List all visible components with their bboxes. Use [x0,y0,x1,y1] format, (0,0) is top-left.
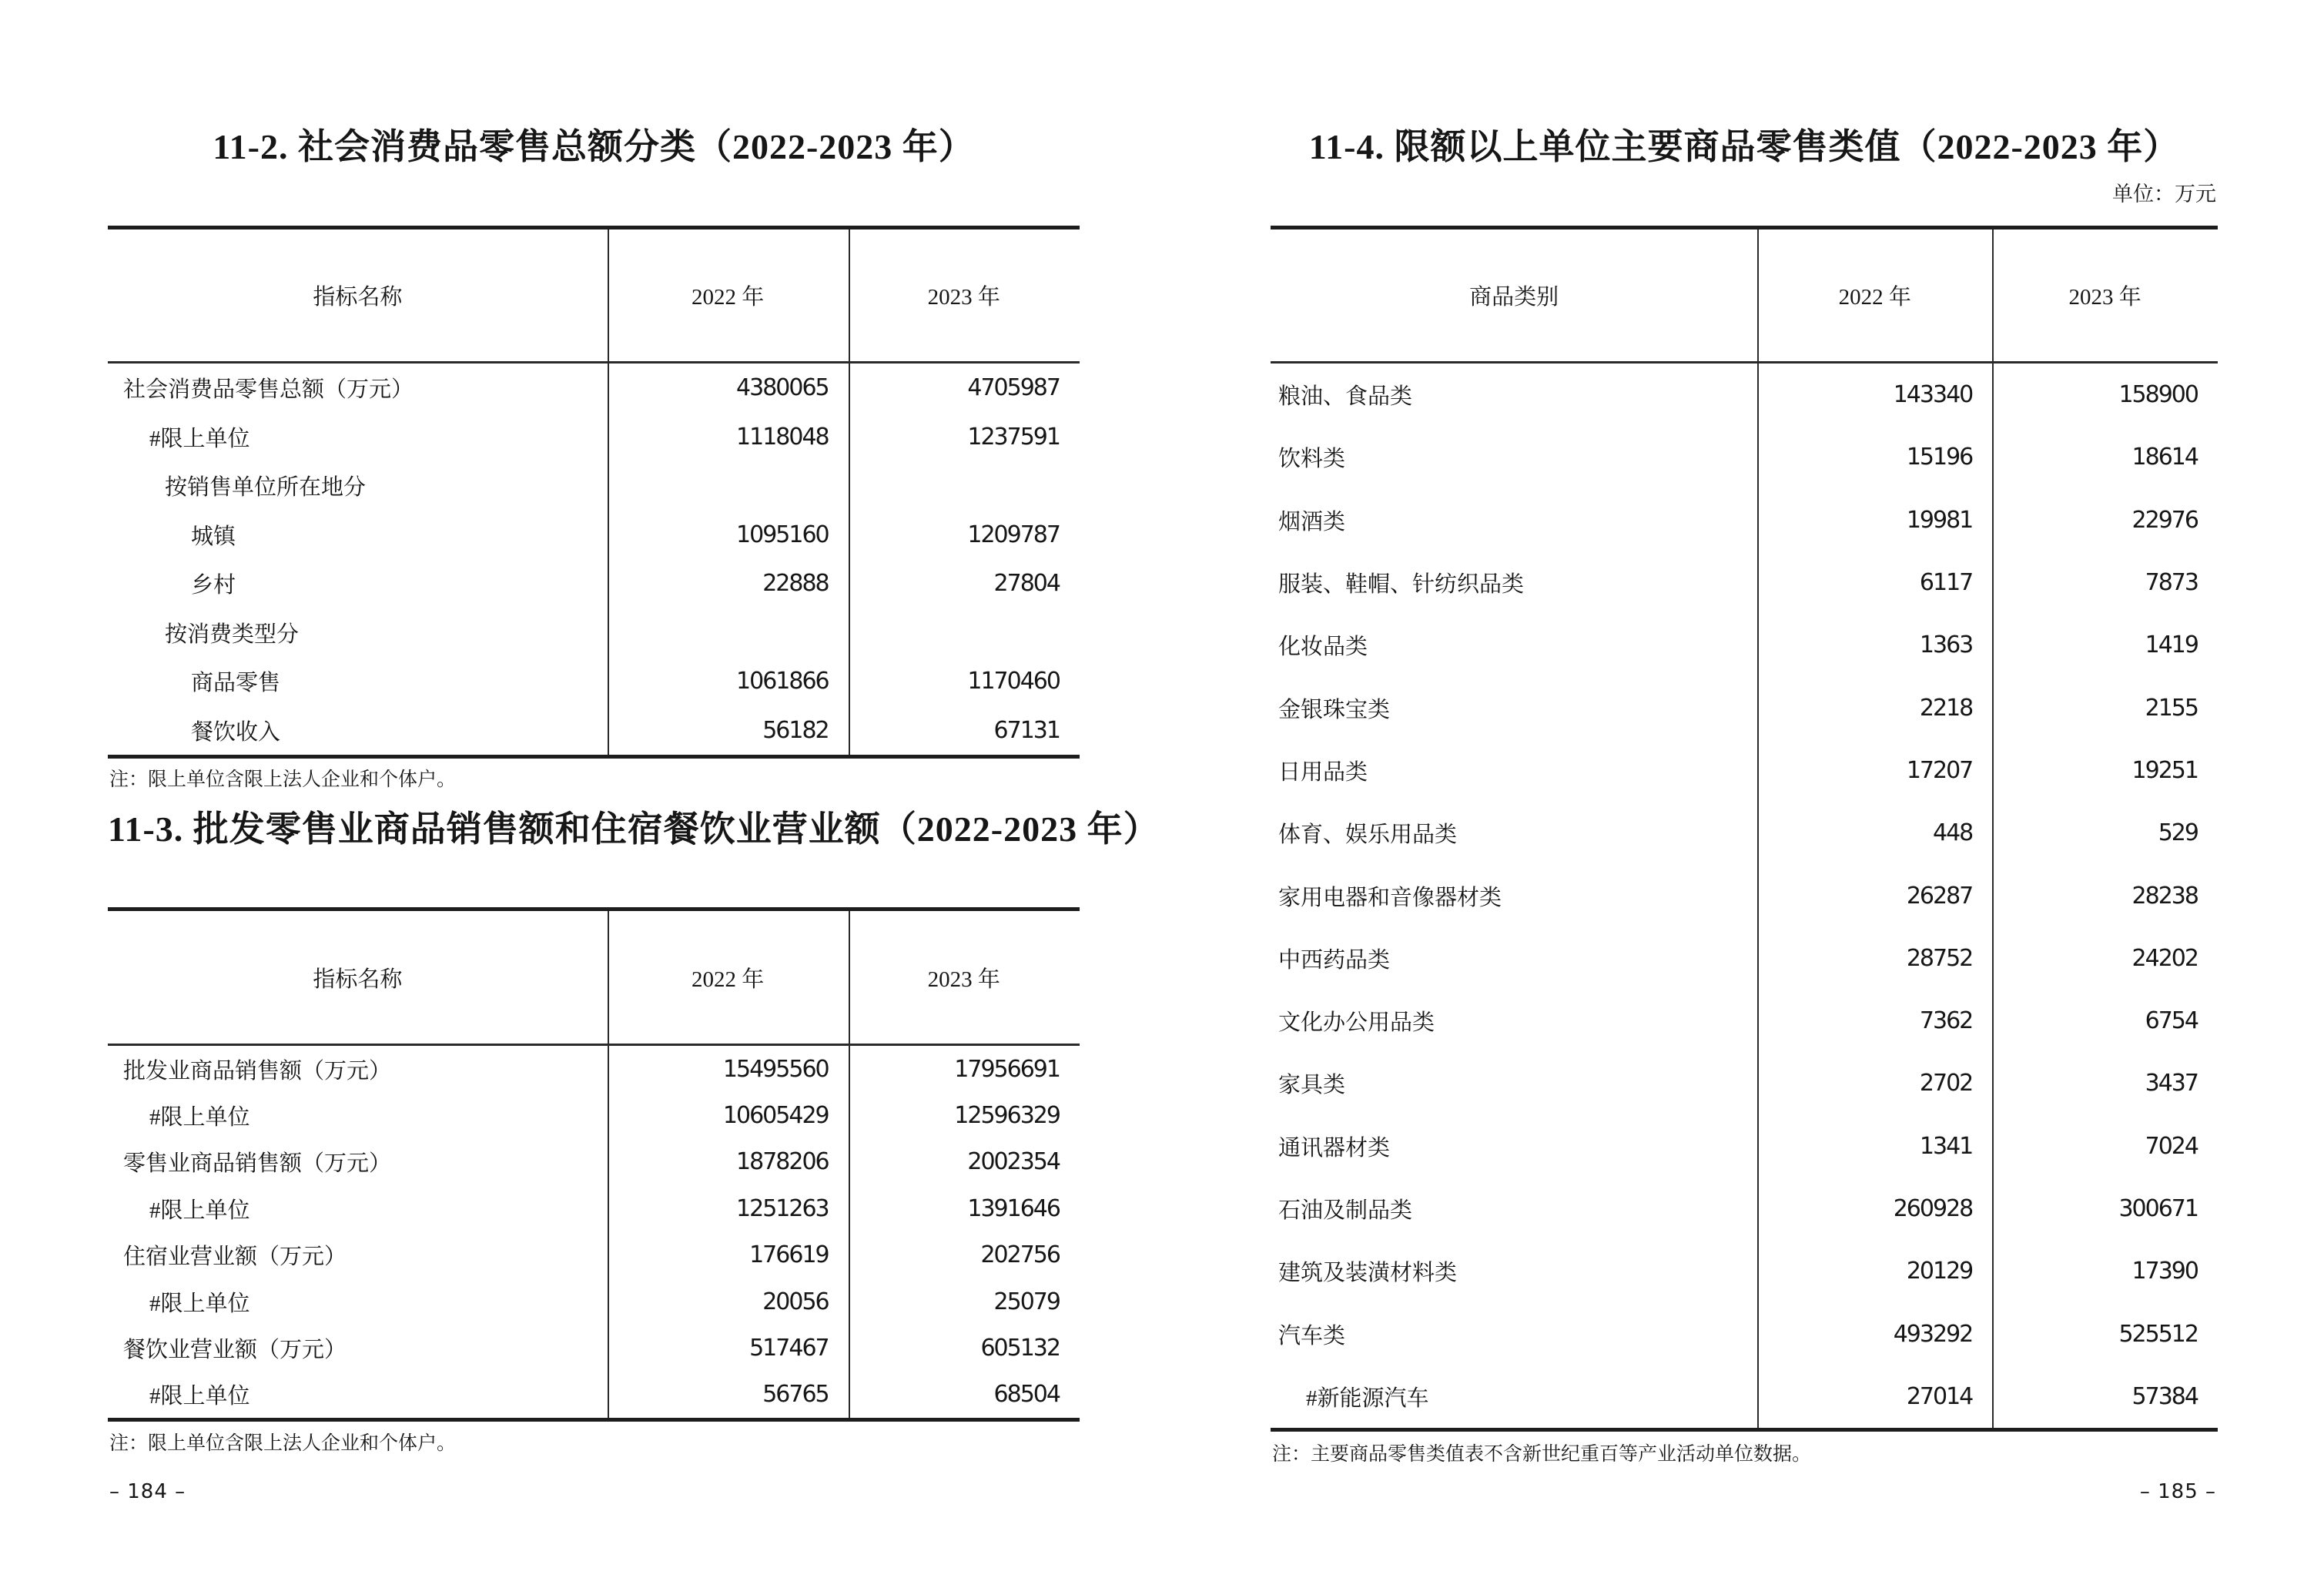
value-2022: 20129 [1906,1258,1973,1285]
row-label: 日用品类 [1278,759,1368,785]
value-2023: 27804 [993,570,1060,598]
value-2023: 7024 [2145,1132,2198,1160]
table-row [108,1232,1080,1278]
row-label: #限上单位 [149,426,250,451]
value-2022: 448 [1932,819,1973,847]
table-row [108,363,1080,413]
table-row [1271,363,2218,426]
table-11-4-title: 11-4. 限额以上单位主要商品零售类值（2022-2023 年） [1308,127,2180,166]
value-2022: 260928 [1893,1195,1973,1222]
value-2022: 22888 [762,570,829,598]
unit-label: 单位：万元 [2112,183,2216,206]
value-2023: 18614 [2131,444,2198,471]
page-number-right: – 185 – [2139,1480,2216,1503]
row-label: 文化办公用品类 [1278,1010,1435,1036]
value-2022: 517467 [749,1335,829,1362]
table-row [1271,1240,2218,1302]
column-divider [608,229,609,755]
table-row [108,1046,1080,1092]
value-2023: 300671 [2118,1195,2198,1222]
table-11-4-header [1271,229,2218,363]
value-2022: 1118048 [736,423,829,451]
table-11-4-note: 注：主要商品零售类值表不含新世纪重百等产业活动单位数据。 [1272,1444,1812,1465]
row-label: 烟酒类 [1278,509,1346,534]
row-label: 住宿业营业额（万元） [123,1245,347,1270]
row-label: #限上单位 [149,1384,250,1409]
value-2023: 67131 [993,716,1060,744]
value-2023: 525512 [2118,1320,2198,1348]
value-2022: 26287 [1906,882,1973,910]
value-2023: 4705987 [967,374,1060,402]
value-2023: 1391646 [967,1194,1060,1222]
row-label: 社会消费品零售总额（万元） [123,377,414,403]
row-label: 粮油、食品类 [1278,384,1413,410]
value-2022: 15495560 [722,1055,829,1083]
value-2022: 2702 [1919,1070,1973,1097]
table-11-3-note: 注：限上单位含限上法人企业和个体户。 [109,1433,457,1454]
row-label: 按销售单位所在地分 [165,475,367,501]
row-label: 服装、鞋帽、针纺织品类 [1278,572,1525,598]
table-row [108,706,1080,755]
value-2023: 1170460 [967,668,1060,695]
column-divider [849,229,850,755]
table-row [1271,927,2218,990]
column-header-2022: 2022 年 [692,285,765,310]
value-2022: 176619 [749,1241,829,1269]
value-2022: 6117 [1919,569,1973,597]
value-2023: 28238 [2131,882,2198,910]
table-row [108,1325,1080,1371]
table-row [1271,1302,2218,1365]
table-11-4 [1271,226,2218,1432]
value-2023: 68504 [993,1381,1060,1409]
value-2022: 56765 [762,1381,829,1409]
value-2022: 27014 [1906,1382,1973,1410]
row-label: 饮料类 [1278,447,1346,472]
table-11-3-header [108,911,1080,1046]
column-divider [1992,229,1994,1428]
column-divider [849,911,850,1418]
row-label: 零售业商品销售额（万元） [123,1151,392,1177]
table-11-2 [108,226,1080,759]
column-header-2023: 2023 年 [927,967,1000,992]
table-11-3-body [108,1046,1080,1418]
row-label: 家具类 [1278,1073,1346,1098]
table-row [108,1278,1080,1325]
value-2023: 6754 [2145,1007,2198,1035]
row-label: 金银珠宝类 [1278,697,1391,722]
row-label: #限上单位 [149,1291,250,1316]
table-row [108,1185,1080,1231]
table-row [1271,614,2218,676]
table-row [108,608,1080,658]
column-header-2022: 2022 年 [692,967,765,992]
value-2023: 7873 [2145,569,2198,597]
table-row [108,559,1080,608]
right-page [1271,0,2218,1588]
column-header-indicator: 指标名称 [313,285,403,310]
value-2023: 12596329 [954,1102,1060,1130]
value-2022: 15196 [1906,444,1973,471]
value-2023: 3437 [2145,1070,2198,1097]
value-2023: 1237591 [967,423,1060,451]
value-2022: 19981 [1906,506,1973,534]
table-row [108,511,1080,560]
table-row [1271,864,2218,926]
value-2022: 1363 [1919,632,1973,659]
column-header-2022: 2022 年 [1838,285,1911,310]
row-label: 建筑及装潢材料类 [1278,1261,1458,1286]
column-divider [1757,229,1759,1428]
value-2022: 28752 [1906,944,1973,972]
value-2022: 1095160 [736,521,829,548]
table-row [108,1372,1080,1418]
column-divider [608,911,609,1418]
row-label: 城镇 [191,524,236,549]
value-2023: 17956691 [954,1055,1060,1083]
table-row [1271,990,2218,1052]
table-row [1271,489,2218,551]
value-2023: 22976 [2131,506,2198,534]
table-11-2-note: 注：限上单位含限上法人企业和个体户。 [109,769,457,790]
value-2023: 57384 [2131,1382,2198,1410]
row-label: #限上单位 [149,1198,250,1223]
row-label: 汽车类 [1278,1323,1346,1348]
value-2022: 1251263 [736,1194,829,1222]
table-11-4-body [1271,363,2218,1428]
value-2022: 143340 [1893,381,1973,409]
page-number-left: – 184 – [109,1480,186,1503]
value-2023: 1209787 [967,521,1060,548]
value-2023: 25079 [993,1288,1060,1315]
column-header-2023: 2023 年 [927,285,1000,310]
row-label: 通讯器材类 [1278,1135,1391,1161]
value-2022: 1061866 [736,668,829,695]
value-2023: 1419 [2145,632,2198,659]
table-row [108,1092,1080,1138]
column-header-2023: 2023 年 [2068,285,2141,310]
value-2023: 24202 [2131,944,2198,972]
table-row [1271,739,2218,802]
row-label: 餐饮业营业额（万元） [123,1338,347,1363]
row-label: 餐饮收入 [191,719,281,745]
value-2022: 1341 [1919,1132,1973,1160]
value-2023: 158900 [2118,381,2198,409]
value-2023: 2002354 [967,1148,1060,1176]
table-row [1271,426,2218,488]
value-2022: 10605429 [722,1102,829,1130]
table-11-3-title: 11-3. 批发零售业商品销售额和住宿餐饮业营业额（2022-2023 年） [108,809,1160,849]
table-row [1271,1178,2218,1240]
row-label: 中西药品类 [1278,947,1391,973]
row-label: 按消费类型分 [165,621,300,647]
table-row [1271,802,2218,864]
table-row [1271,1365,2218,1428]
row-label: #新能源汽车 [1306,1385,1429,1411]
row-label: 商品零售 [191,671,281,696]
row-label: 乡村 [191,573,236,598]
value-2023: 202756 [980,1241,1060,1269]
table-11-2-header [108,229,1080,363]
row-label: 石油及制品类 [1278,1198,1413,1223]
table-row [1271,1115,2218,1178]
value-2022: 1878206 [736,1148,829,1176]
table-11-2-body [108,363,1080,755]
row-label: 体育、娱乐用品类 [1278,822,1458,848]
row-label: 家用电器和音像器材类 [1278,885,1502,910]
value-2022: 17207 [1906,756,1973,784]
table-row [108,461,1080,511]
table-row [108,413,1080,462]
column-header-category: 商品类别 [1469,285,1559,310]
row-label: #限上单位 [149,1105,250,1131]
table-row [1271,676,2218,739]
column-header-indicator: 指标名称 [313,967,403,992]
table-row [1271,1052,2218,1114]
left-page [108,0,1160,1588]
value-2023: 17390 [2131,1258,2198,1285]
value-2022: 56182 [762,716,829,744]
table-11-2-title: 11-2. 社会消费品零售总额分类（2022-2023 年） [213,127,975,166]
value-2022: 7362 [1919,1007,1973,1035]
table-11-3 [108,907,1080,1422]
value-2022: 2218 [1919,694,1973,722]
value-2023: 2155 [2145,694,2198,722]
row-label: 批发业商品销售额（万元） [123,1058,392,1084]
table-row [108,657,1080,706]
value-2023: 529 [2158,819,2198,847]
table-row [108,1139,1080,1185]
value-2023: 19251 [2131,756,2198,784]
value-2022: 20056 [762,1288,829,1315]
value-2022: 493292 [1893,1320,1973,1348]
value-2023: 605132 [980,1335,1060,1362]
value-2022: 4380065 [736,374,829,402]
table-row [1271,551,2218,614]
row-label: 化妆品类 [1278,635,1368,660]
